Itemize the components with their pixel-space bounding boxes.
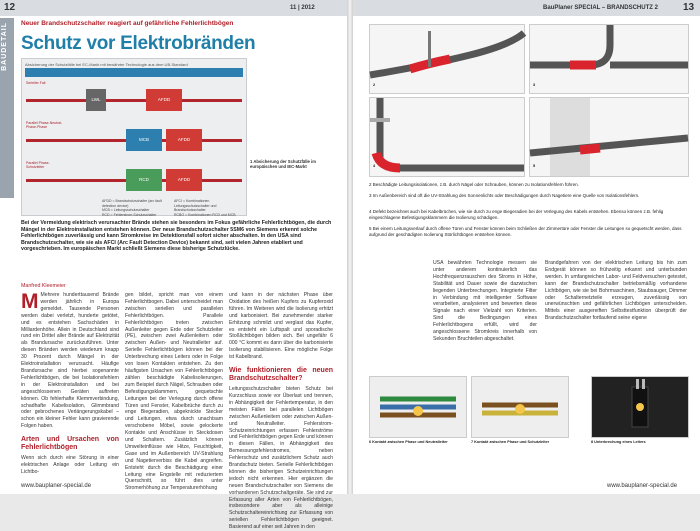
diagram-title: Absicherung der Schutzfälle bei EC-Markt mit bewährter Technologie aus dem UB-Standard bbox=[25, 62, 188, 67]
body-text: Mehrere hunderttausend Brände werden jährlich in Europa gemeldet. Tausende Personen werden dabei verletzt, hunderte getötet, und es entstehen Sachschäden in Milliardenhöhe. Allein in Deutschland sind rund ein Drittel aller Brände auf Elektrizität als Brandursache zurückzuführen. Unter diesen Bränden werden wiederum knapp 30 Prozent durch Mängel in der Elektroinstallation verursacht. Häufige Brandursache sind hierbei sogenannte Fehlerlichtbögen, die bei Isolationsfehlern in der Elektroinstallation und bei angeschlossenen Geräten auftreten können. Ob fehlerhafte Klemmverbindung, schadhafte Kabelisolation, Glimmbrand oder gebrochenes Verlängerungskabel – schon ein kleiner Fehler kann gravierende Folgen haben. bbox=[21, 292, 119, 430]
photo-caption-3: 3 Im Außenbereich sind oft die UV-Strahlung des Sonnenlichts oder Beschädigungen durch Nagetiere eine Quelle von Isolationsfehlern. bbox=[369, 193, 640, 198]
photo-caption-5: 5 Bei einem Leitungsverlauf durch offene Türen und Fenster können beim Schließen der Zimmertüre oder Fenster die Leitungen so gequetscht werden, dass aufgrund der geschädigten Isolierung Störlichtbögen entstehen können. bbox=[369, 226, 682, 237]
drop-cap: M bbox=[21, 290, 39, 313]
body-text: Wenn sich durch eine Störung in einer elektrischen Anlage oder Leitung ein Lichtbo- bbox=[21, 455, 119, 475]
magazine-name: BauPlaner SPECIAL – BRANDSCHUTZ 2 bbox=[543, 5, 658, 11]
wire-phase-neutral-illustration bbox=[370, 377, 466, 437]
text-column-2: gen bildet, spricht man von einem Fehlerlichtbogen. Dabei unterscheidet man zwischen seriellen und parallelen Fehlerlichtbögen. Parallele Fehlerlichtbögen treten zwischen Außenleiter gegen Erde oder Schutzleiter (PE), zwischen zwei Außenleitern oder zwischen Außen- und Neutralleiter auf. Serielle Fehlerlichtbögen können bei der Unterbrechung eines Leiters oder in Folge von losen Kontakten entstehen. Zu den häufigsten Ursachen von Fehlerlichtbögen zählen beschädigte Kabelisolierungen, zum Beispiel durch Nägel, Schrauben oder Befestigungsklammern, gequetschte Leitungen bei der Verlegung durch offene Türen und Fenster, Kabelbrüche durch zu enge Biegeradien, abgeknickte Stecker und Leitungen, etwa durch unachtsam verschobene Möbel, sowie gelockerte Kontakte und Anschlüsse in Steckdosen und Schaltern. Zusätzlich können Umwelteinflüsse wie Hitze, Feuchtigkeit, Gase und im Außenbereich UV-Strahlung und Nagetierverbiss die Kabel angreifen. Entsteht durch die Beschädigung einer Leitung eine Engstelle mit reduziertem Querschnitt, so führt dies unter Stromerhöhung zur Temperaturerhöhung bbox=[125, 292, 223, 492]
article-kicker: Neuer Brandschutzschalter reagiert auf gefährliche Fehlerlichtbögen bbox=[21, 20, 234, 27]
row-label: Serieller Fall bbox=[26, 81, 46, 85]
right-text-column-1: USA bewährten Technologie messen sie unter anderem kontinuierlich das Hochfrequenzrauschen des Stroms in Höhe, Stabilität und Dauer sowie die dazwischen liegenden Unterbrechungen. Integrierte Filter in Verbindung mit intelligenter Software verarbeiten, analysieren und bewerten diese Signale nach einer Vielzahl von Kriterien. Sind die Bedingungen eines Fehlerlichtbogens erfüllt, wird der angeschlossene Stromkreis innerhalb von Sekunden Bruchteilen abgeschaltet. bbox=[433, 260, 537, 342]
row-label: Parallel Phase-Schutzleiter bbox=[26, 161, 50, 169]
device-block: LWL bbox=[86, 89, 106, 111]
diagram-row-parallel-phase bbox=[26, 121, 242, 159]
device-block: MCB bbox=[126, 129, 162, 151]
subheading-function: Wie funktionieren die neuen Brandschutzschalter? bbox=[229, 367, 333, 383]
diagram-legend-left bbox=[102, 199, 172, 217]
issue-label: 11 | 2012 bbox=[290, 5, 315, 11]
left-page bbox=[0, 0, 347, 531]
photo-cable-outdoor bbox=[529, 24, 689, 94]
page-number-left: 12 bbox=[4, 2, 16, 13]
text-column-3 bbox=[229, 292, 333, 531]
photo-caption-4: 4 Defekt bezeichnet auch bei Kabelbrüchen, wie sie durch zu enge Biegeradien bei der Verlegung des Kabels entstehen. Ebenso können z.B. fehlig eingeschlagene Befestigungsklammern die Isolierung schädigen. bbox=[369, 209, 664, 220]
photo-cable-door bbox=[529, 97, 689, 177]
page-header-right bbox=[353, 0, 700, 16]
cable-bend-illustration bbox=[370, 98, 524, 176]
subheading-causes: Arten und Ursachen von Fehlerlichtbögen bbox=[21, 436, 119, 452]
circuit-line bbox=[26, 99, 242, 102]
photo-broken-conductor bbox=[591, 376, 689, 438]
photo-caption-6: 6 Kontakt zwischen Phase und Neutralleiter bbox=[369, 440, 448, 444]
diagram-legend-right bbox=[174, 199, 244, 217]
page-number-right: 13 bbox=[683, 2, 695, 13]
photo-number: 4 bbox=[373, 164, 376, 168]
photo-cable-nail bbox=[369, 24, 525, 94]
section-tab-label: BAUDETAIL bbox=[1, 22, 8, 71]
cable-nail-illustration bbox=[370, 25, 524, 93]
row-label: Parallel Phase-Neutral-Phase-Phase bbox=[26, 121, 63, 129]
diagram-row-serial bbox=[26, 81, 242, 119]
photo-phase-neutral bbox=[369, 376, 467, 438]
diagram-header-bar bbox=[25, 68, 243, 77]
photo-phase-earth bbox=[471, 376, 569, 438]
text-column-1 bbox=[21, 292, 119, 482]
photo-number: 3 bbox=[533, 83, 536, 87]
wire-phase-earth-illustration bbox=[472, 377, 568, 437]
photo-number: 2 bbox=[373, 83, 376, 87]
right-text-column-2: Brandgefahren von der elektrischen Leitung bis hin zum Endgerät können so frühzeitig erkannt und unterbunden werden. In umfangreichen Labor- und Feldversuchen getestet, kann der Brandschutzschalter betriebsmäßig vorhandene Lichtbögen, wie sie bei Bohrmaschinen, Staubsauger, Dimmer oder Schalternetzteile erzeugen, zuverlässig von unerwünschten und gefährlichen Lichtbögen unterscheiden. Mittels einer ausgereiften Selbsttestfunktion überprüft der Brandschutzschalter fortlaufend seine eigene bbox=[545, 260, 687, 322]
protection-diagram bbox=[21, 58, 247, 216]
legend-item: AFCI = Kombinationen Leitungsschutzschalter und Brandschutzschalter bbox=[174, 199, 217, 212]
legend-item: RCBO = Kombinationen RCD und MCB bbox=[174, 212, 236, 217]
legend-item: RCD = Fehlerstrom-Schutzschalter bbox=[102, 212, 157, 217]
figure-caption: 1 Absicherung der Schutzfälle im europäischen und IEC-Markt bbox=[250, 159, 316, 170]
right-page bbox=[353, 0, 700, 494]
cable-door-illustration bbox=[530, 98, 688, 176]
legend-item: AFDD = Brandschutzschalter (arc fault detection device) bbox=[102, 199, 162, 208]
device-block: RCD bbox=[126, 169, 162, 191]
cable-outdoor-illustration bbox=[530, 25, 688, 93]
footer-url-left: www.bauplaner-special.de bbox=[21, 483, 92, 489]
body-text: und kann in der nächsten Phase über Oxidation des heißen Kupfers zu Kupferoxid führen. Im Weiteren wird die Isolierung erhitzt und karbonisiert. Bei zunehmender starker Erhitzung schmilzt und verglast das Kupfer, es entsteht ein Luftspalt und sporadische Stoßlichtbögen bilden sich. Bei ungefähr 6 000 °C kommt es dann über die karbonisierte Isolierung stabilisieren. Eine mögliche Folge ist Kabelbrand. bbox=[229, 292, 333, 361]
section-tab bbox=[0, 18, 14, 198]
body-text: Leitungsschutzschalter bieten Schutz bei Kurzschluss sowie vor Überlast und trennen, in Abhängigkeit der Fehlertemperatur, in den meisten Fällen bei parallelen Lichtbögen zwischen Außenleitern oder zwischen Außen- und Neutralleiter. Fehlerstrom-Schutzeinrichtungen erfassen Fehlerströme und Fehlerlichtbögen gegen Erde und können in diesen Fällen, in Abhängigkeit des Bemessungsfehlerstromes, neben Fehlerschutz und zusätzlichem Schutz auch Brandschutz bieten. Serielle Fehlerlichtbögen können die bisherigen Schutzeinrichtungen jedoch nicht erkennen. Hier ergänzen die neuen Brandschutzschalter von Siemens die vorhandenen Schutzschaltgeräte. Sie sind zur Erfassung aller Arten von Fehlerlichtbögen, insbesondere aber als alleinige Schutzschaltereinrichtung zur Erfassung von seriellen Fehlerlichtbögen geeignet. Basierend auf einer seit Jahren in den bbox=[229, 386, 333, 531]
photo-caption-2: 2 Beschädigte Leitungsisolationen, z.B. durch Nägel oder Schrauben, können zu Isolationsfehlern führen. bbox=[369, 182, 579, 187]
article-lead: Bei der Vermeidung elektrisch verursachter Brände stehen sie besonders im Fokus gefährliche Fehlerlichtbögen, die durch Mängel in der Elektroinstallation entstehen können. Der neue Brandschutzschalter 5SM6 von Siemens erkennt solche Fehlerlichtbögen zuverlässig und kann Stromkreise im Detektionsfall sofort sicher abschalten. In den USA sind Brandschutzschalter, wie sie als AFCI (Arc Fault Detection Device) bekannt sind, seit vielen Jahren etabliert und vorgeschrieben. Im europäischen Markt schließt Siemens diese bisherige Schutzlücke. bbox=[21, 220, 332, 253]
device-block: AFDD bbox=[166, 129, 202, 151]
article-title: Schutz vor Elektrobränden bbox=[21, 33, 256, 54]
photo-caption-8: 8 Unterbrechung eines Leiters bbox=[591, 440, 646, 444]
device-block: AFDD bbox=[146, 89, 182, 111]
device-block: AFDD bbox=[166, 169, 202, 191]
plug-illustration bbox=[592, 377, 688, 437]
page-header-left bbox=[0, 0, 347, 16]
footer-url-right: www.bauplaner-special.de bbox=[607, 483, 678, 489]
author-name: Manfred Kleemeier bbox=[21, 283, 66, 289]
legend-item: MCB = Leitungsschutzschalter bbox=[102, 208, 150, 212]
photo-caption-7: 7 Kontakt zwischen Phase und Schutzleiter bbox=[471, 440, 550, 444]
photo-number: 5 bbox=[533, 164, 536, 168]
diagram-row-parallel-earth bbox=[26, 161, 242, 199]
photo-cable-bend bbox=[369, 97, 525, 177]
